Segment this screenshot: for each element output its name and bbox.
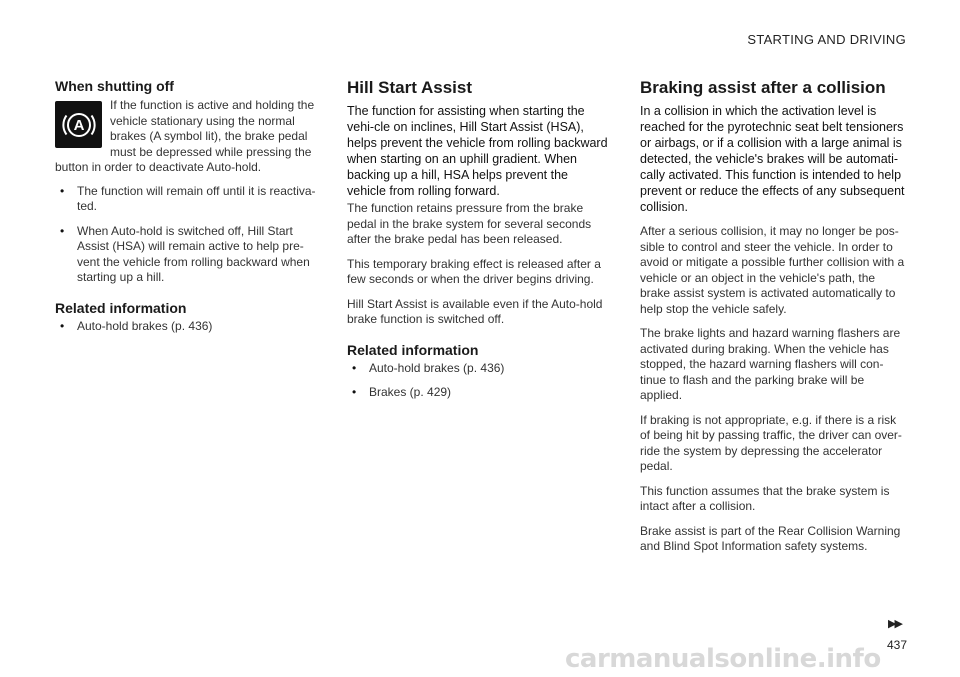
heading-braking-assist: Braking assist after a collision [640,78,886,97]
list-item: • The function will remain off until it is reactiva-ted. [55,184,317,215]
column-braking-assist [640,78,906,564]
lead-text: In a collision in which the activation level is reached for the pyrotechnic seat belt tensioners or airbags, or if a collision with a large animal is detected, the vehicle's brakes will be automati-cally activated. This function is intended to help prevent or reduce the effects of any subsequent collision. [640,104,905,214]
column-shutting-off [55,78,317,343]
column-hill-start-assist [347,78,609,410]
related-links [55,319,317,335]
paragraph: Brake assist is part of the Rear Collision Warning and Blind Spot Information safety systems. [640,523,901,553]
heading-hill-start-assist: Hill Start Assist [347,78,473,97]
related-link-brakes[interactable]: • Brakes (p. 429) [347,385,609,401]
related-link-auto-hold[interactable]: • Auto-hold brakes (p. 436) [55,319,317,335]
intro-text: If the function is active and holding the vehicle stationary using the normal brakes (A symbol lit), the brake pedal must be depressed while pressing the button in order to deactivate Auto-hold. [55,98,315,174]
paragraph: This function assumes that the brake system is intact after a collision. [640,483,890,513]
next-page-arrows-icon[interactable]: ▶▶ [888,618,901,630]
watermark: carmanualsonline.info [565,644,881,674]
section-header: STARTING AND DRIVING [747,32,906,47]
paragraph: If braking is not appropriate, e.g. if there is a risk of being hit by passing traffic, the driver can over-ride the system by depressing the accelerator pedal. [640,412,902,473]
page-number: 437 [887,638,908,652]
heading-when-shutting-off: When shutting off [55,78,174,94]
paragraph: The function retains pressure from the brake pedal in the brake system for several seconds after the brake pedal has been released. [347,201,592,246]
related-info-heading: Related information [55,299,187,316]
lead-text: The function for assisting when starting the vehi-cle on inclines, Hill Start Assist (HSA), helps prevent the vehicle from rolling backward when starting on an uphill gradient. When backing up a hill, HSA helps prevent the vehicle from rolling forward. [347,104,608,198]
related-links [347,361,609,401]
paragraph: After a serious collision, it may no longer be pos-sible to control and steer the vehicle. In order to avoid or mitigate a possible further collision with a vehicle or an object in the vehicle's path, the brake assist system is activated automatically to help stop the vehicle safely. [640,224,905,316]
related-info-heading: Related information [347,341,479,358]
paragraph: This temporary braking effect is released after a few seconds or when the driver begins driving. [347,256,601,286]
paragraph: Hill Start Assist is available even if the Auto-hold brake function is switched off. [347,296,603,326]
shutting-off-bullets [55,184,317,286]
list-item: • When Auto-hold is switched off, Hill Start Assist (HSA) will remain active to help pre-vent the vehicle from rolling backward when starting up a hill. [55,224,317,286]
svg-text:A: A [73,116,84,134]
paragraph: The brake lights and hazard warning flashers are activated during braking. When the vehicle has stopped, the hazard warning flashers will con-tinue to flash and the parking brake will be applied. [640,326,901,402]
related-link-auto-hold[interactable]: • Auto-hold brakes (p. 436) [347,361,609,377]
auto-hold-a-icon [55,101,102,148]
